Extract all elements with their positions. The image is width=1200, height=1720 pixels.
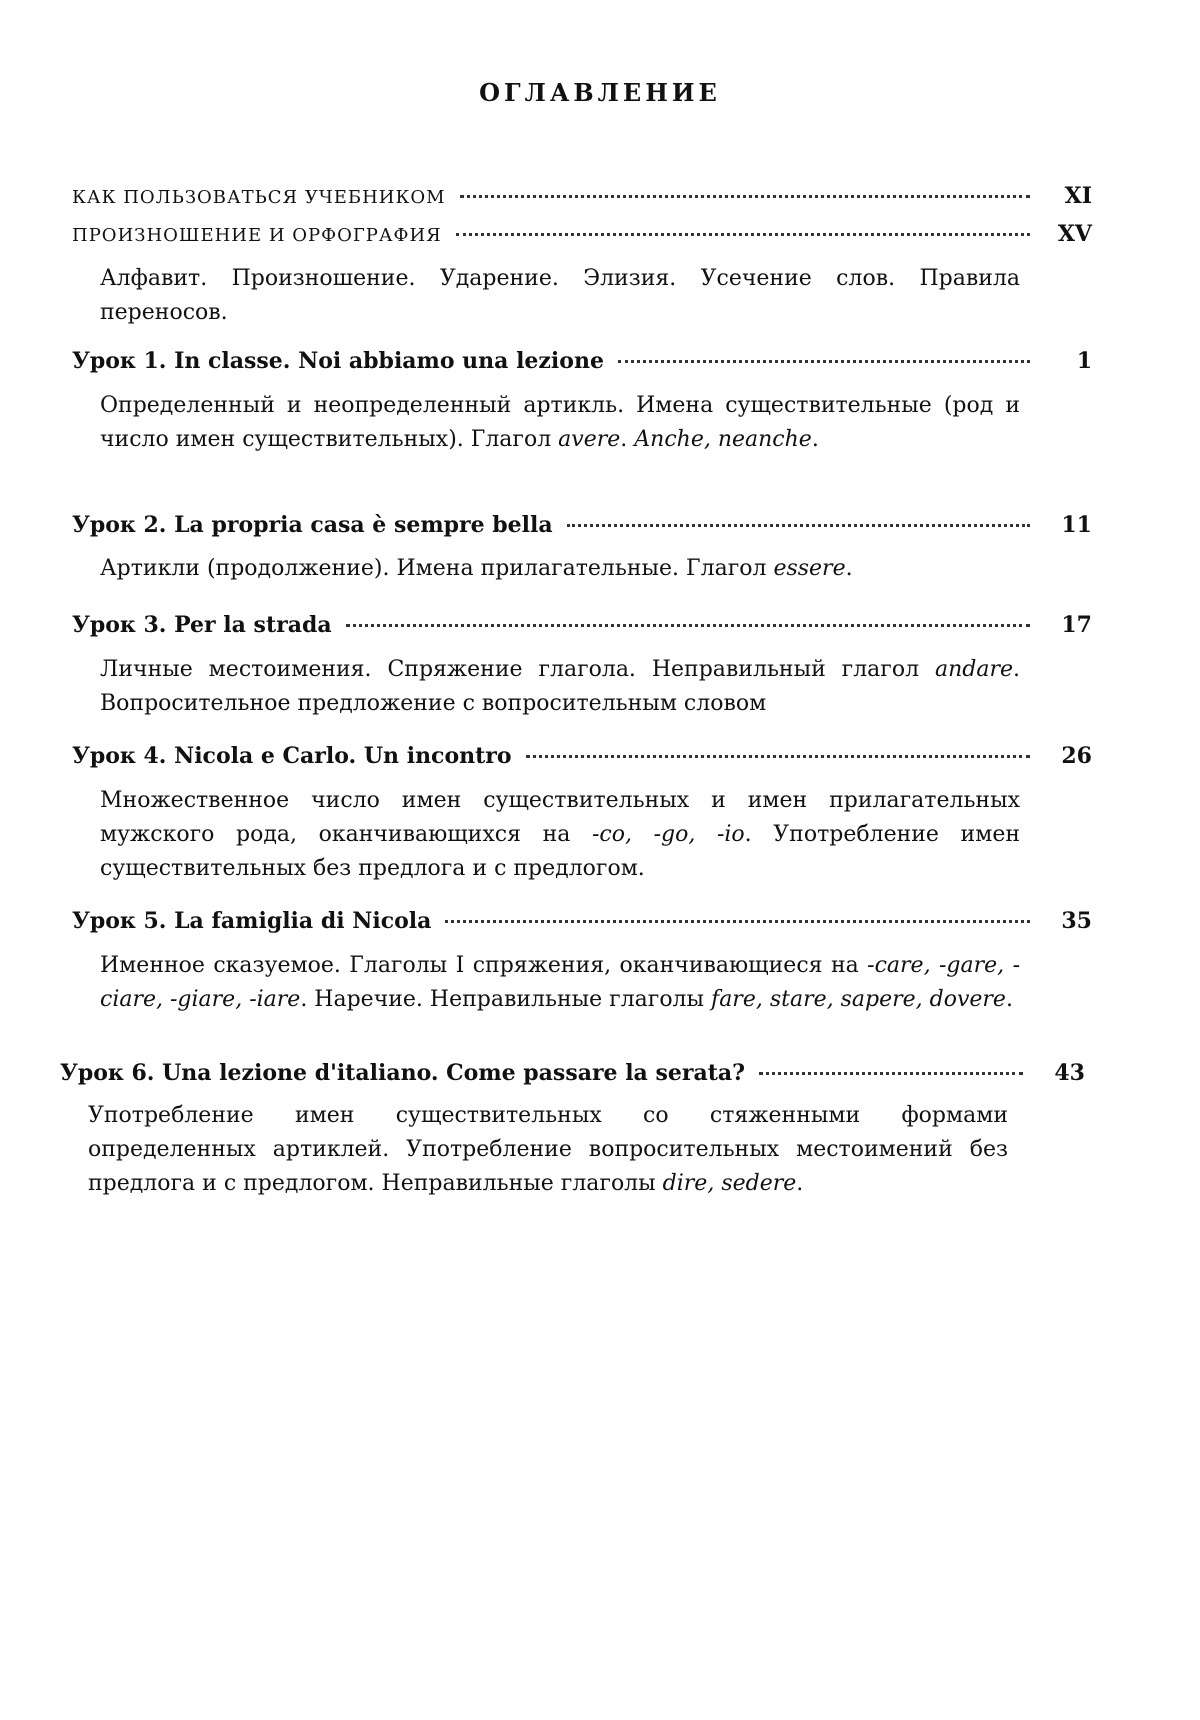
desc-text: . [620,427,635,452]
toc-entry [60,1060,1085,1086]
toc-entry-label: КАК ПОЛЬЗОВАТЬСЯ УЧЕБНИКОМ [72,187,446,208]
toc-entry-description [88,1099,1008,1201]
desc-text: . Употребление имен существительных без предлога и с предлогом. [100,822,1020,881]
toc-entry [72,612,1092,638]
desc-text: . [811,427,819,452]
toc-entry-description: Алфавит. Произношение. Ударение. Элизия. Усечение слов. Правила переносов. [100,266,1020,325]
toc-entry [72,221,1092,247]
desc-text: . [845,556,853,581]
desc-italic: avere [558,427,621,452]
toc-entry [72,743,1092,769]
toc-entry-description [100,784,1020,886]
toc-entry-label: Урок 1. In classe. Noi abbiamo una lezione [72,348,604,374]
desc-text: Личные местоимения. Спряжение глагола. Неправильный глагол [100,657,935,682]
toc-entry-label: Урок 4. Nicola e Carlo. Un incontro [72,743,512,769]
dot-leader [526,755,1030,758]
desc-italic: Anche, neanche [634,427,812,452]
toc-entry-label: Урок 6. Una lezione d'italiano. Come passare la serata? [60,1060,746,1086]
desc-text: Именное сказуемое. Глаголы I спряжения, оканчивающиеся на [100,953,868,978]
desc-italic: andare [934,657,1013,682]
dot-leader [567,524,1030,527]
dot-leader [346,624,1030,627]
desc-text: Определенный и неопределенный артикль. Имена существительные (род и число имен существительных). Глагол [100,393,1020,452]
toc-entry-description [100,949,1020,1017]
desc-text: . [796,1171,804,1196]
dot-leader [618,360,1030,363]
toc-entry [72,348,1092,374]
toc-entry-page: 35 [1061,908,1092,934]
dot-leader [460,195,1030,198]
toc-entry-label: Урок 3. Per la strada [72,612,332,638]
dot-leader [456,233,1030,236]
toc-entry-page: 1 [1076,348,1092,374]
toc-entry-label: Урок 5. La famiglia di Nicola [72,908,432,934]
desc-italic: essere [773,556,846,581]
desc-italic: -care, -gare, -ciare, -giare, -iare [100,953,1020,1012]
desc-text: Множественное число имен существительных и имен прилагательных мужского рода, оканчивающихся на [100,788,1020,847]
toc-entry-description [100,552,1020,586]
toc-entry-page: 11 [1061,512,1092,538]
page-title: ОГЛАВЛЕНИЕ [479,78,721,107]
toc-entry-page: XV [1057,221,1092,247]
desc-italic: fare, stare, sapere, dovere [711,987,1006,1012]
toc-entry-page: 43 [1054,1060,1085,1086]
desc-text: . Наречие. Неправильные глаголы [300,987,712,1012]
toc-entry [72,908,1092,934]
desc-text: . Вопросительное предложение с вопросительным словом [100,657,1020,716]
desc-text: Артикли (продолжение). Имена прилагательные. Глагол [100,556,774,581]
desc-italic: dire, sedere [662,1171,797,1196]
toc-entry-label: Урок 2. La propria casa è sempre bella [72,512,553,538]
toc-entry [72,183,1092,209]
toc-entry-page: 17 [1061,612,1092,638]
desc-italic: -co, -go, -io [591,822,745,847]
toc-entry-description [100,653,1020,721]
dot-leader [759,1072,1023,1075]
toc-entry-page: XI [1064,183,1092,209]
toc-entry-description [100,389,1020,457]
dot-leader [445,920,1030,923]
toc-entry [72,512,1092,538]
desc-text: Употребление имен существительных со стяженными формами определенных артиклей. Употребление вопросительных местоимений без предлога и с предлогом. Неправильные глаголы [88,1103,1008,1196]
desc-text: . [1005,987,1013,1012]
toc-entry-label: ПРОИЗНОШЕНИЕ И ОРФОГРАФИЯ [72,225,442,246]
toc-entry-page: 26 [1061,743,1092,769]
